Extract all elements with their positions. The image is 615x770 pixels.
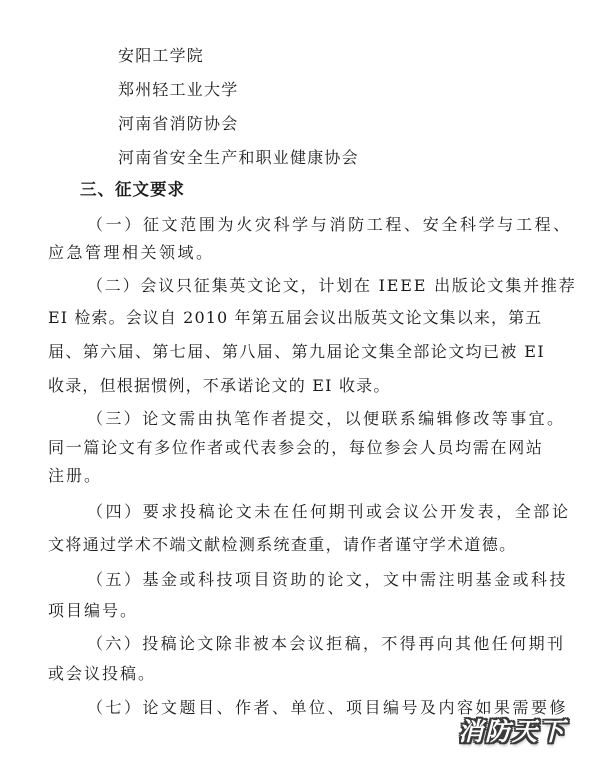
paragraph-line: 收录，但根据惯例，不承诺论文的 EI 收录。 <box>48 376 391 395</box>
watermark-logo <box>458 712 566 748</box>
paragraph-line: （四）要求投稿论文未在任何期刊或会议公开发表，全部论 <box>87 502 571 521</box>
paragraph-line: 或会议投稿。 <box>48 664 157 683</box>
paragraph-line: （六）投稿论文除非被本会议拒稿，不得再向其他任何期刊 <box>87 634 566 653</box>
paragraph-line: 届、第六届、第七届、第八届、第九届论文集全部论文均已被 EI <box>48 342 546 361</box>
paragraph-line: 注册。 <box>48 466 103 485</box>
organizer-item: 河南省安全生产和职业健康协会 <box>118 148 359 167</box>
paragraph-line: （三）论文需由执笔作者提交，以便联系编辑修改等事宜。 <box>87 409 566 428</box>
paragraph-line: （七）论文题目、作者、单位、项目编号及内容如果需要修 <box>87 698 569 717</box>
paragraph-line: （一）征文范围为火灾科学与消防工程、安全科学与工程、 <box>87 215 572 234</box>
organizer-item: 河南省消防协会 <box>118 114 239 133</box>
paragraph-line: （二）会议只征集英文论文，计划在 IEEE 出版论文集并推荐 <box>87 276 577 295</box>
paragraph-line: 项目编号。 <box>48 601 139 620</box>
organizer-item: 郑州轻工业大学 <box>118 80 239 99</box>
paragraph-line: EI 检索。会议自 2010 年第五届会议出版英文论文集以来，第五 <box>48 308 543 327</box>
paragraph-line: 同一篇论文有多位作者或代表参会的，每位参会人员均需在网站 <box>48 438 544 457</box>
paragraph-line: 应急管理相关领域。 <box>48 243 215 262</box>
organizer-item: 安阳工学院 <box>118 46 205 65</box>
watermark-text: 消防天下 <box>458 717 567 746</box>
paragraph-line: 文将通过学术不端文献检测系统查重，请作者谨守学术道德。 <box>48 535 517 554</box>
section-heading: 三、征文要求 <box>80 180 185 199</box>
paragraph-line: （五）基金或科技项目资助的论文，文中需注明基金或科技 <box>87 570 569 589</box>
